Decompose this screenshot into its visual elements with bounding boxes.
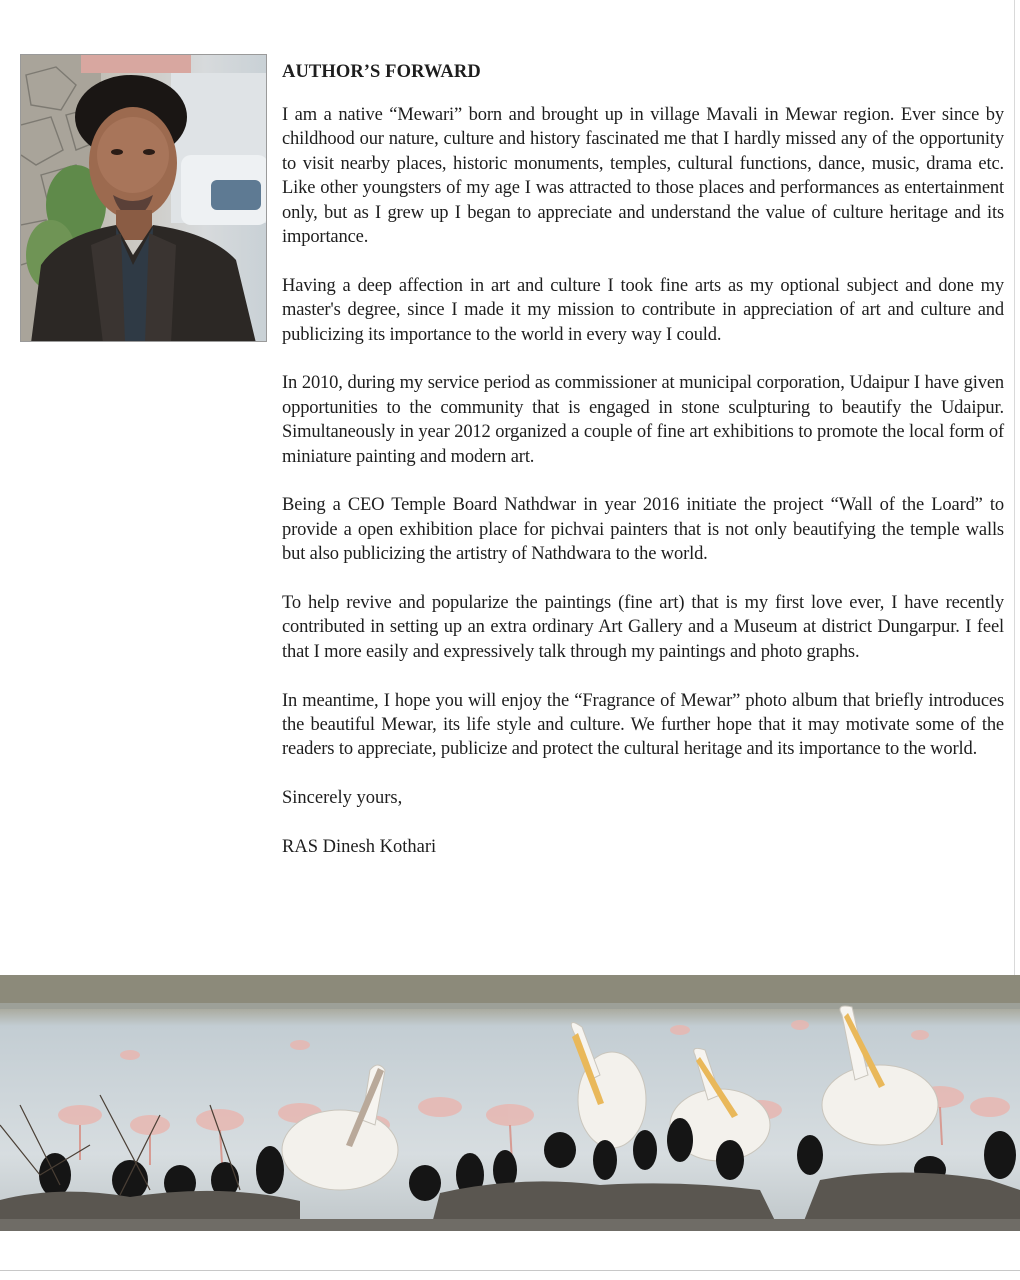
page-bottom-rule: [0, 1270, 1020, 1271]
page-title: AUTHOR’S FORWARD: [282, 62, 481, 82]
page-edge-rule: [1014, 0, 1015, 975]
author-portrait: [20, 54, 267, 342]
paragraph: I am a native “Mewari” born and brought up in village Mavali in Mewar region. Ever since by childhood our nature, culture and history fascinated me that I hardly missed any of the opportunity to visit nearby places, historic monuments, temples, cultural functions, dance, music, drama etc. Like other youngsters of my age I was attracted to those places and performances as entertainment only, but as I grew up I began to appreciate and understand the value of culture heritage and its importance.: [282, 105, 1004, 248]
foreword-text: [282, 59, 1004, 884]
closing-line: Sincerely yours,: [282, 788, 403, 809]
birds-photograph: [0, 975, 1020, 1231]
paragraph: Having a deep affection in art and culture I took fine arts as my optional subject and done my master's degree, since I made it my mission to contribute in appreciation of art and culture and publicizing its importance to the world in every way I could.: [282, 275, 1004, 345]
paragraph: In 2010, during my service period as commissioner at municipal corporation, Udaipur I have given opportunities to the community that is engaged in stone sculpturing to beautify the Udaipur. Simultaneously in year 2012 organized a couple of fine art exhibitions to promote the local form of miniature painting and modern art.: [282, 373, 1004, 467]
paragraph: In meantime, I hope you will enjoy the “Fragrance of Mewar” photo album that briefly introduces the beautiful Mewar, its life style and culture. We further hope that it may motivate some of the readers to appreciate, publicize and protect the cultural heritage and its importance to the world.: [282, 690, 1004, 760]
paragraph: Being a CEO Temple Board Nathdwar in year 2016 initiate the project “Wall of the Loard” to provide a open exhibition place for pichvai painters that is not only beautifying the temple walls but also publicizing the artistry of Nathdwara to the world.: [282, 495, 1004, 565]
paragraph: To help revive and popularize the paintings (fine art) that is my first love ever, I have recently contributed in setting up an extra ordinary Art Gallery and a Museum at district Dungarpur. I feel that I more easily and expressively talk through my paintings and photo graphs.: [282, 593, 1004, 662]
signature: RAS Dinesh Kothari: [282, 837, 437, 858]
